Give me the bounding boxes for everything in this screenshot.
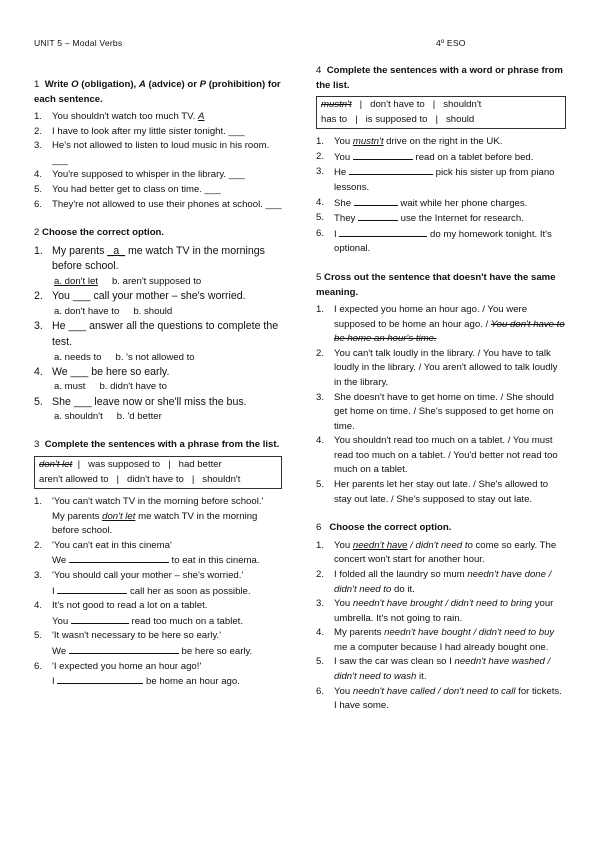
list-item: 1. 'You can't watch TV in the morning before school.' My parents don't let me watch TV in the morning before school. (34, 496, 264, 537)
phrase-list-box: don't let | was supposed to | had better aren't allowed to | didn't have to | shouldn't (34, 456, 282, 489)
list-item: 2. I have to look after my little sister tonight. ___ (34, 125, 245, 137)
list-item: 5. She ___ leave now or she'll miss the bus. a. shouldn't b. 'd better (34, 395, 247, 423)
list-item: 4. We ___ be here so early. a. must b. didn't have to (34, 365, 170, 393)
section-2-title: 2 Choose the correct option. (34, 227, 165, 239)
list-item: 5. 'It wasn't necessary to be here so early.' We be here so early. (34, 630, 253, 657)
list-item: 2. I folded all the laundry so mum needn't have done / didn't need to do it. (316, 568, 552, 595)
list-item: 3. He's not allowed to listen to loud music in his room. ___ (34, 140, 270, 166)
list-item: 4. She wait while her phone charges. (316, 196, 528, 209)
section-1-title: 1 Write O (obligation), A (advice) or P (prohibition) for each sentence. (34, 79, 281, 105)
list-item: 2. You ___ call your mother – she's worried. a. don't have to b. should (34, 290, 246, 317)
right-column (316, 64, 566, 722)
list-item: 3. You needn't have brought / didn't need to bring your umbrella. It's not going to rain. (316, 598, 554, 624)
list-item: 2. You read on a tablet before bed. (316, 150, 534, 163)
list-item: 3. He pick his sister up from piano lessons. (316, 166, 555, 194)
word-list-box: mustn't | don't have to | shouldn't has to | is supposed to | should (316, 96, 566, 129)
left-column (34, 64, 282, 698)
section-4 (316, 64, 566, 257)
list-item: 4. It's not good to read a lot on a tablet. You read too much on a tablet. (34, 600, 243, 627)
section-6-title: 6 Choose the correct option. (316, 522, 452, 534)
list-item: 3. She doesn't have to get home on time. / She should get home on time. / She's supposed to get home on time. (316, 391, 554, 432)
section-5-title: 5 Cross out the sentence that doesn't have the same meaning. (316, 271, 556, 298)
list-item: 3. 'You should call your mother – she's worried.' I call her as soon as possible. (34, 570, 251, 597)
list-item: 6. You needn't have called / don't need to call for tickets. I have some. (316, 685, 562, 712)
list-item: 6. I do my homework tonight. It's optional. (316, 227, 552, 255)
list-item: 1. You mustn't drive on the right in the UK. (316, 136, 503, 148)
section-6 (316, 521, 566, 714)
list-item: 4. My parents needn't have bought / didn't need to buy me a computer because I had already bought one. (316, 627, 555, 653)
list-item: 5. I saw the car was clean so I needn't have washed / didn't need to wash it. (316, 656, 551, 682)
section-4-title: 4 Complete the sentences with a word or phrase from the list. (316, 65, 563, 91)
list-item: 5. They use the Internet for research. (316, 212, 524, 225)
list-item: 2. 'You can't eat in this cinema' We to eat in this cinema. (34, 539, 260, 567)
list-item: 1. My parents _a_ me watch TV in the mornings before school. a. don't let b. aren't supposed to (34, 244, 265, 288)
list-item: 1. You shouldn't watch too much TV. A (34, 111, 205, 123)
section-2 (34, 226, 282, 424)
section-5 (316, 271, 566, 507)
list-item: 1. I expected you home an hour ago. / You were supposed to be home an hour ago. / You don't have to be home an hour's time. (316, 304, 565, 345)
section-1 (34, 78, 282, 212)
list-item: 3. He ___ answer all the questions to complete the test. a. needs to b. 's not allowed to (34, 320, 279, 363)
list-item: 5. You had better get to class on time. ___ (34, 184, 221, 196)
list-item: 4. You shouldn't read too much on a tablet. / You must read too much on a tablet. / You'd better not read too much on a tablet. (316, 435, 558, 476)
list-item: 5. Her parents let her stay out late. / She's allowed to stay out late. / She's supposed to stay out late. (316, 479, 549, 505)
list-item: 6. They're not allowed to use their phones at school. ___ (34, 198, 282, 210)
course-level: 4º ESO (436, 38, 466, 48)
list-item: 4. You're supposed to whisper in the library. ___ (34, 169, 245, 181)
section-3-title: 3 Complete the sentences with a phrase from the list. (34, 439, 280, 451)
section-3 (34, 438, 282, 689)
list-item: 1. You needn't have / didn't need to come so early. The concert won't start for another hour. (316, 539, 557, 566)
list-item: 2. You can't talk loudly in the library. / You have to talk loudly in the library. / You aren't allowed to talk loudly in the library. (316, 347, 558, 388)
list-item: 6. 'I expected you home an hour ago!' I be home an hour ago. (34, 660, 240, 688)
unit-title: UNIT 5 – Modal Verbs (34, 38, 123, 48)
